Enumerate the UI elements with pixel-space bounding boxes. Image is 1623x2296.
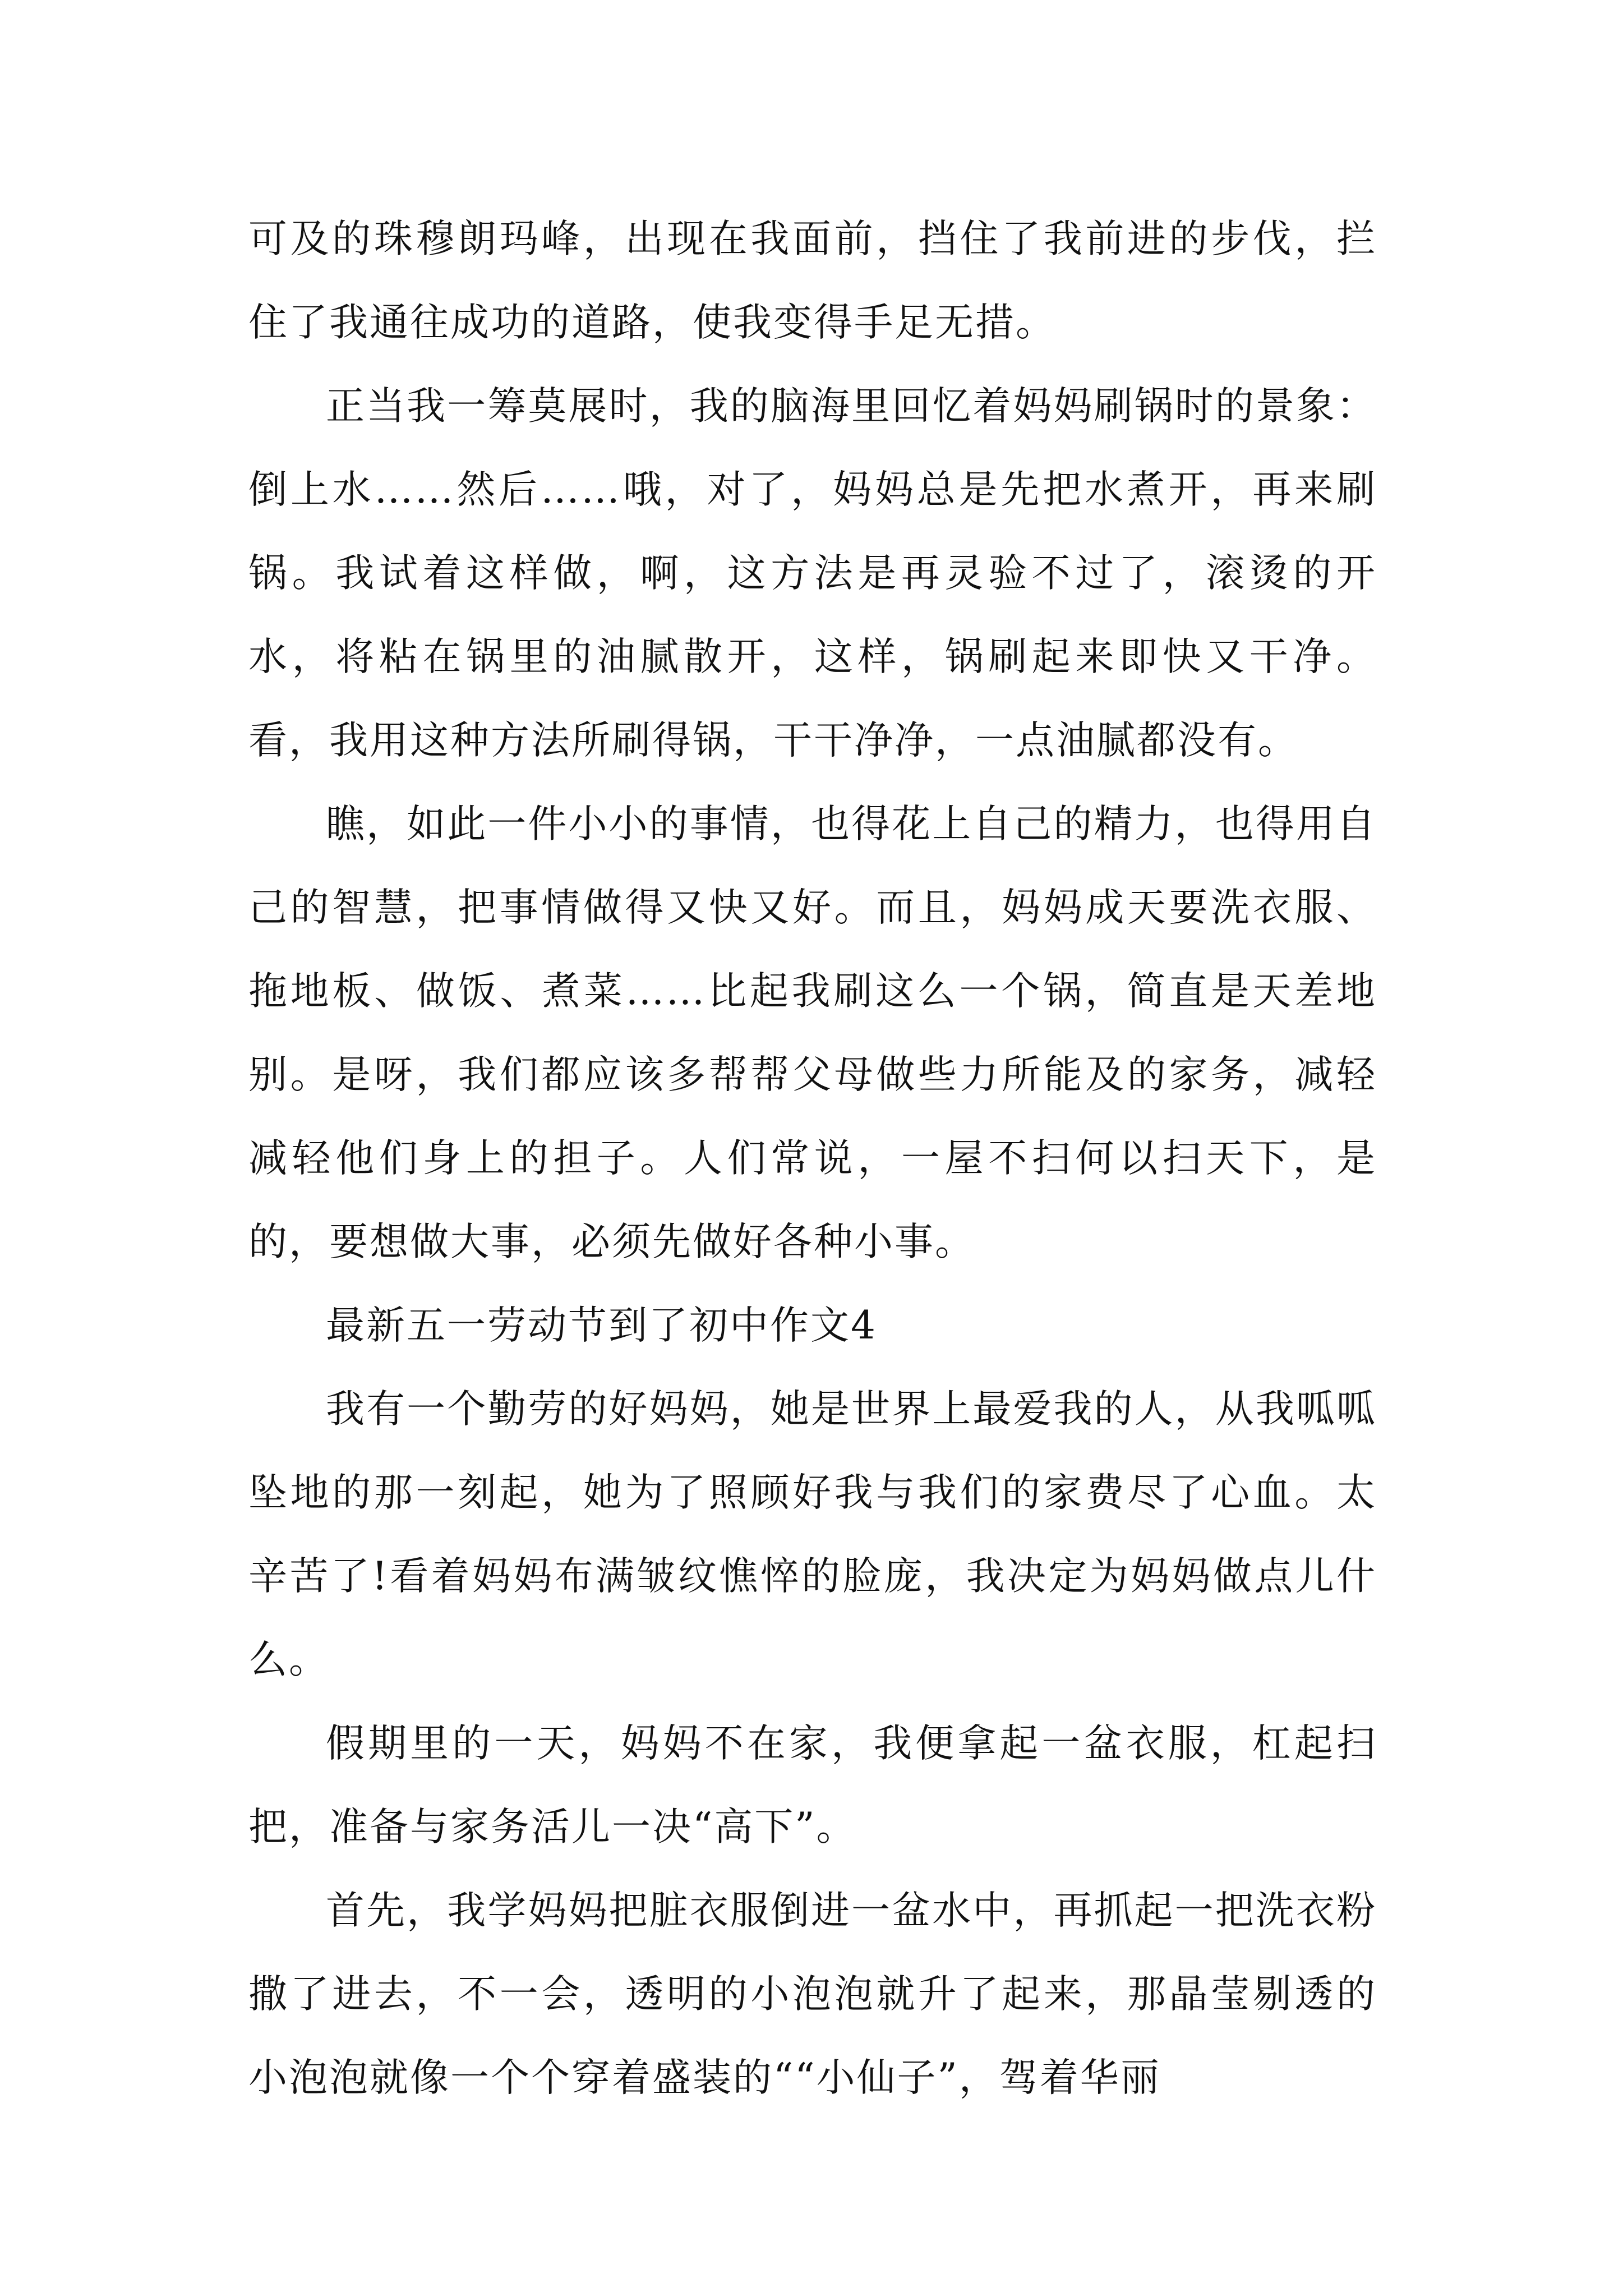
paragraph-6: 首先，我学妈妈把脏衣服倒进一盆水中，再抓起一把洗衣粉撒了进去，不一会，透明的小泡泡就升了起来，那晶莹剔透的小泡泡就像一个个穿着盛装的““小仙子”，驾着华丽 [248,1888,1377,2100]
document-body [248,197,1377,2120]
paragraph-3: 瞧，如此一件小小的事情，也得花上自己的精力，也得用自己的智慧，把事情做得又快又好。而且，妈妈成天要洗衣服、拖地板、做饭、煮菜……比起我刷这么一个锅，简直是天差地别。是呀，我们都应该多帮帮父母做些力所能及的家务，减轻减轻他们身上的担子。人们常说，一屋不扫何以扫天下，是的，要想做大事，必须先做好各种小事。 [248,802,1377,1264]
paragraph-4: 我有一个勤劳的好妈妈，她是世界上最爱我的人，从我呱呱坠地的那一刻起，她为了照顾好我与我们的家费尽了心血。太辛苦了!看着妈妈布满皱纹憔悴的脸庞，我决定为妈妈做点儿什么。 [248,1387,1377,1682]
section-heading: 最新五一劳动节到了初中作文4 [326,1303,877,1348]
paragraph-5: 假期里的一天，妈妈不在家，我便拿起一盆衣服，杠起扫把，准备与家务活儿一决“高下”。 [248,1721,1377,1849]
paragraph-2: 正当我一筹莫展时，我的脑海里回忆着妈妈刷锅时的景象：倒上水……然后……哦，对了，妈妈总是先把水煮开，再来刷锅。我试着这样做，啊，这方法是再灵验不过了，滚烫的开水，将粘在锅里的油腻散开，这样，锅刷起来即快又干净。看，我用这种方法所刷得锅，干干净净，一点油腻都没有。 [248,384,1377,763]
paragraph-1: 可及的珠穆朗玛峰，出现在我面前，挡住了我前进的步伐，拦住了我通往成功的道路，使我变得手足无措。 [248,217,1377,345]
